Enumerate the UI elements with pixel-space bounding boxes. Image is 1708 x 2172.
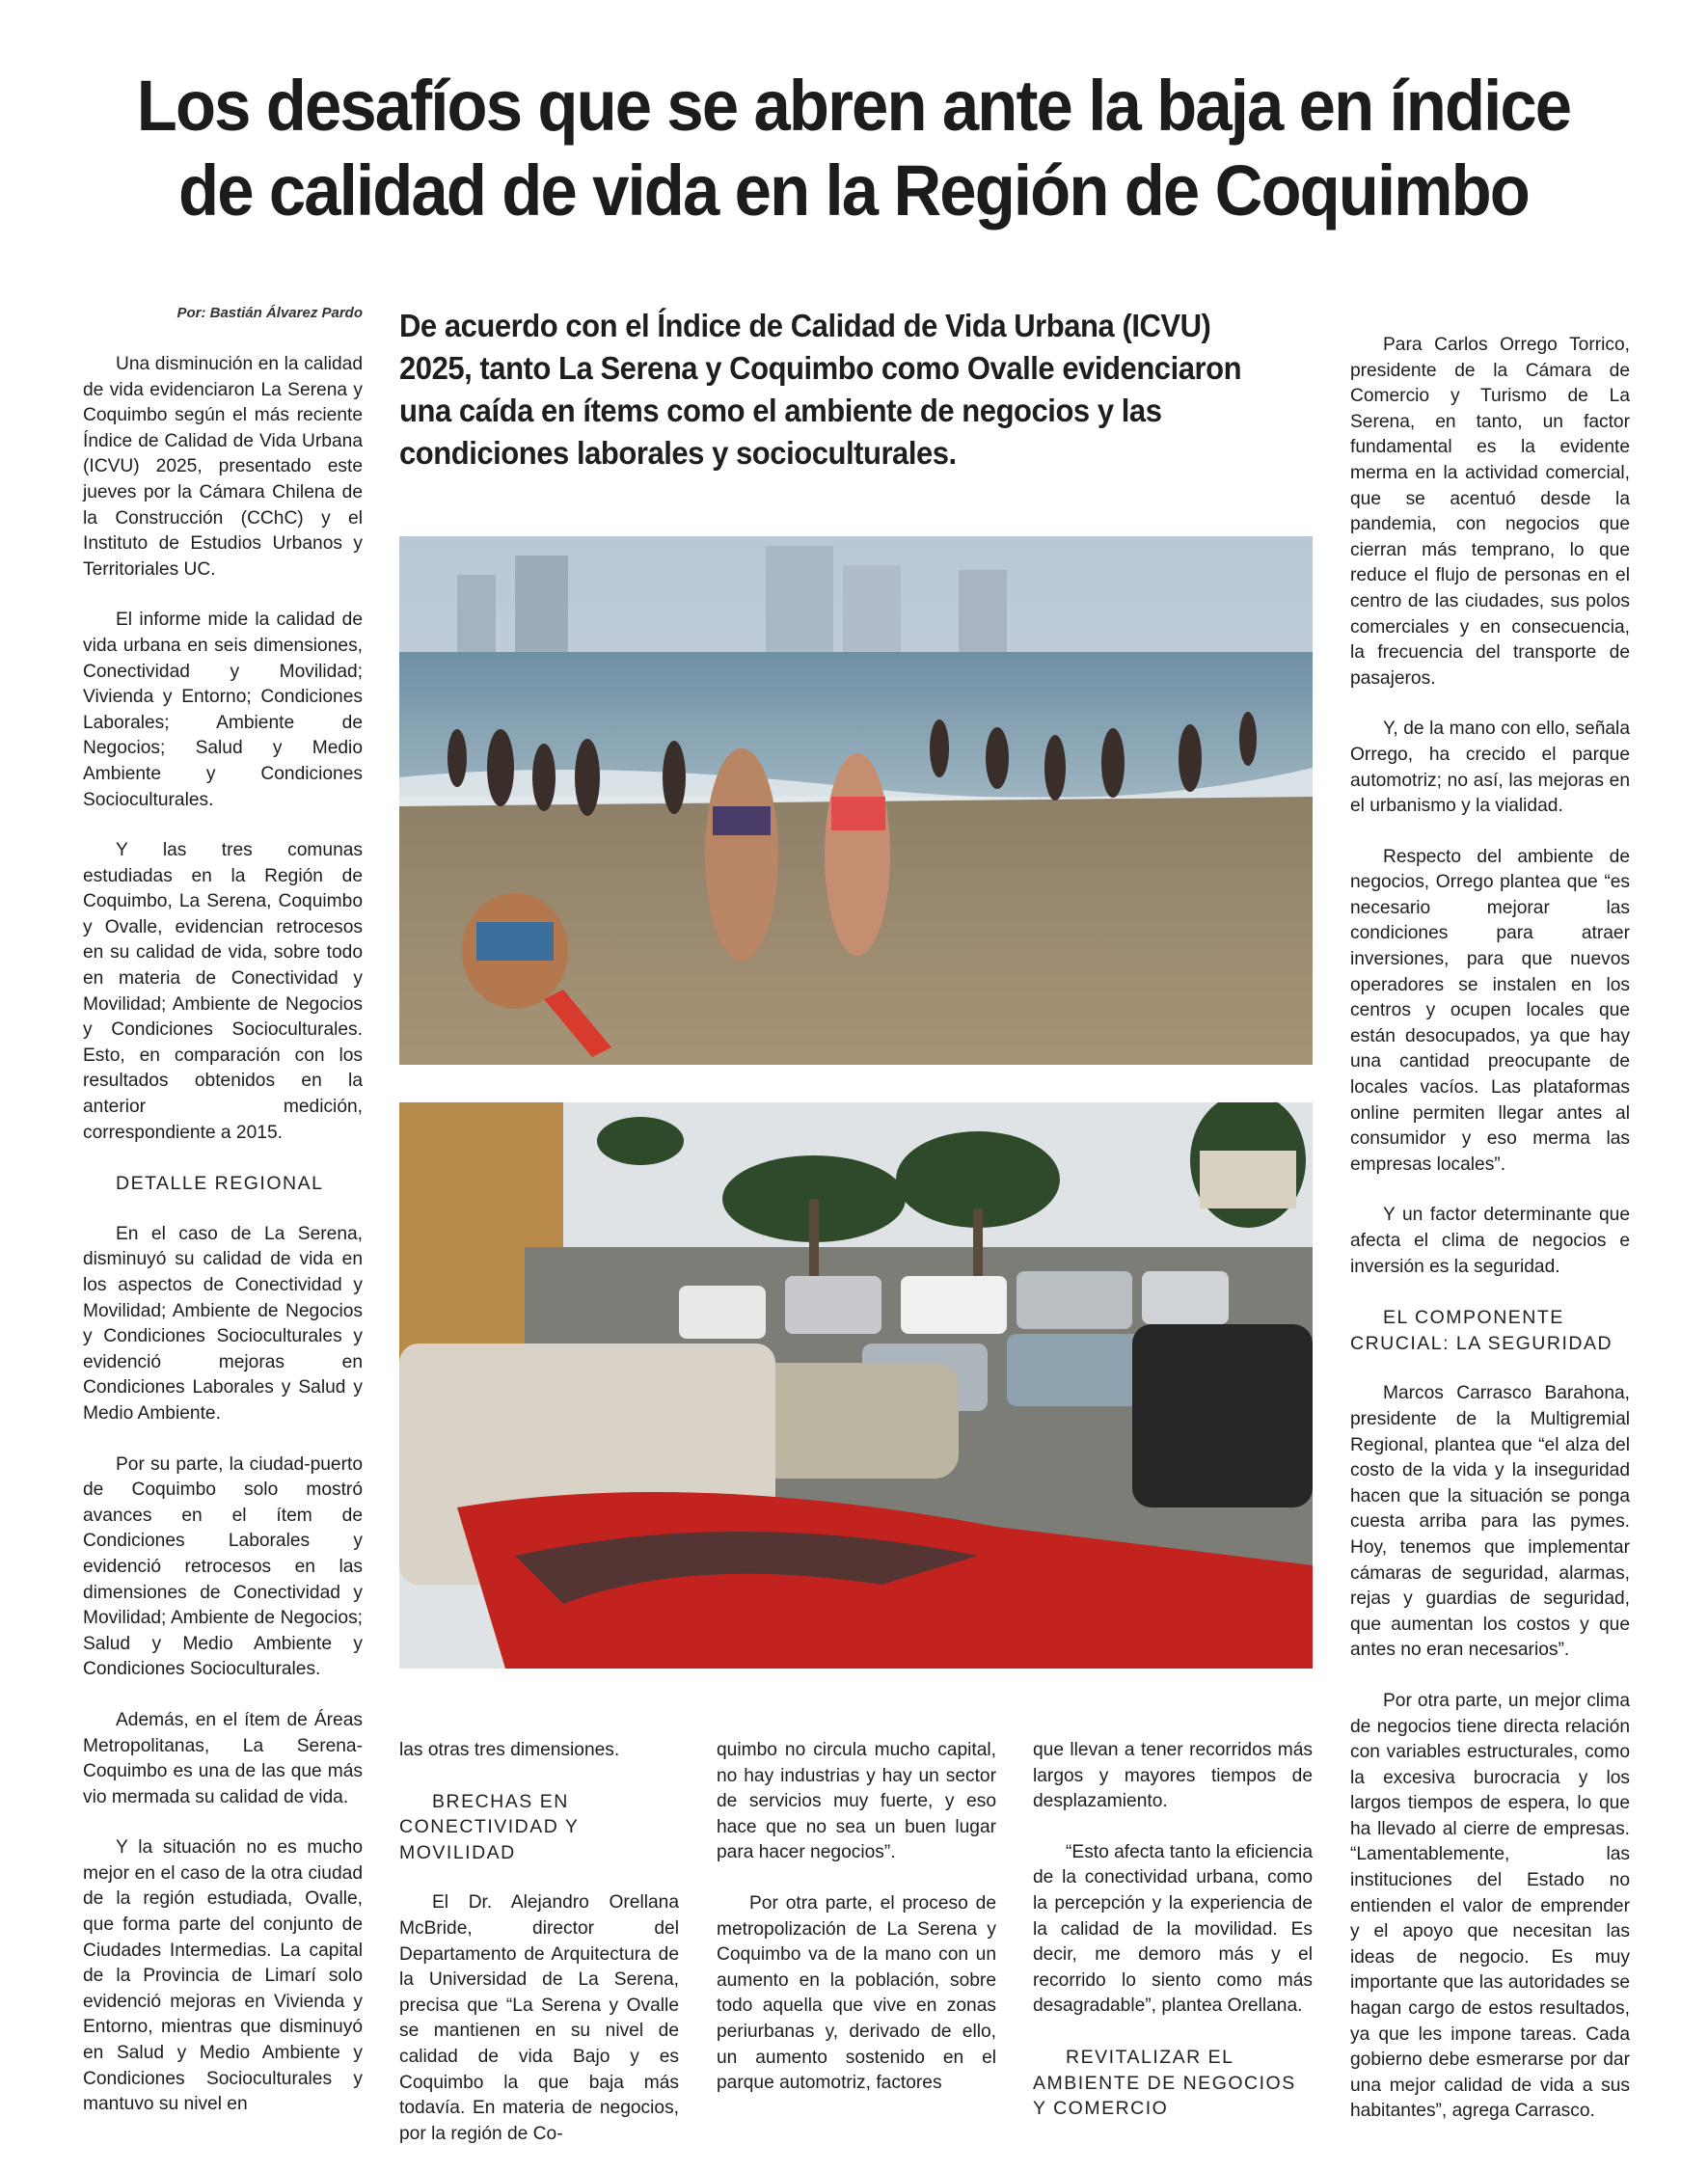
bottom-column-1 (399, 1738, 679, 2172)
byline: Por: Bastián Álvarez Pardo (176, 305, 363, 321)
traffic-photo-illustration (399, 1102, 1313, 1669)
paragraph: Respecto del ambiente de negocios, Orrego plantea que “es necesario mejorar las condiciones para atraer inversiones, para que nuevos operadores se instalen en los centros y ocupen locales que están desocupados, ya que hay una cantidad preocupante de locales vacíos. Las plataformas online permiten llegar antes al consumidor y eso merma las empresas locales”. (1350, 846, 1630, 1175)
beach-photo (399, 536, 1313, 1065)
paragraph: que llevan a tener recorridos más largos y mayores tiempos de desplazamiento. (1033, 1740, 1313, 1812)
paragraph: Y un factor determinante que afecta el clima de negocios e inversión es la seguridad. (1350, 1205, 1630, 1277)
paragraph: Y las tres comunas estudiadas en la Región de Coquimbo, La Serena, Coquimbo y Ovalle, evidencian retrocesos en su calidad de vida, sobre todo en materia de Conectividad y Movilidad; Ambiente de Negocios y Condiciones Socioculturales. Esto, en comparación con los resultados obtenidos en la anterior medición, correspondiente a 2015. (83, 840, 363, 1143)
paragraph: Marcos Carrasco Barahona, presidente de la Multigremial Regional, plantea que “el alza del costo de la vida y la inseguridad hacen que la situación se ponga cuesta arriba para las pymes. Hoy, tenemos que implementar cámaras de seguridad, alarmas, rejas y guardias de seguridad, que aumentan los costos y que antes no eran necesarios”. (1350, 1383, 1630, 1661)
beach-photo-illustration (399, 536, 1313, 1065)
paragraph: las otras tres dimensiones. (399, 1740, 620, 1760)
subheading-revitalizar: REVITALIZAR EL AMBIENTE DE NEGOCIOS Y COMERCIO (1033, 2046, 1296, 2120)
subheading-detalle-regional: DETALLE REGIONAL (116, 1173, 324, 1195)
right-column (1350, 333, 1630, 2150)
paragraph: quimbo no circula mucho capital, no hay industrias y hay un sector de servicios muy fuerte, y eso hace que no sea un buen lugar para hacer negocios”. (717, 1740, 996, 1863)
bottom-column-2 (717, 1738, 996, 2122)
subheading-seguridad: EL COMPONENTE CRUCIAL: LA SEGURIDAD (1350, 1307, 1613, 1354)
paragraph: Por otra parte, un mejor clima de negocios tiene directa relación con variables estructurales, como la excesiva burocracia y los largos tiempos de espera, lo que ha llevado al cierre de empresas. “Lamentablemente, las instituciones del Estado no entienden el valor de emprender y el apoyo que necesitan las ideas de negocio. Es muy importante que las autoridades se hagan cargo de estos resultados, ya que les impone tareas. Cada gobierno debe esmerarse por dar una mejor calidad de vida a sus habitantes”, agrega Carrasco. (1350, 1690, 1630, 2122)
paragraph: En el caso de La Serena, disminuyó su calidad de vida en los aspectos de Conectividad y Movilidad; Ambiente de Negocios y Condiciones Socioculturales y evidenció mejoras en Condiciones Laborales y Salud y Medio Ambiente. (83, 1223, 363, 1424)
paragraph: Y la situación no es mucho mejor en el caso de la otra ciudad de la región estudiada, Ovalle, que forma parte del conjunto de Ciudades Intermedias. La capital de la Provincia de Limarí solo evidenció mejoras en Vivienda y Entorno, mientras que disminuyó en Salud y Medio Ambiente y Condiciones Socioculturales y mantuvo su nivel en (83, 1837, 363, 2115)
headline: Los desafíos que se abren ante la baja en índice de calidad de vida en la Región de Coquimbo (136, 66, 1571, 231)
left-column (83, 352, 363, 2143)
subheading-brechas: BRECHAS EN CONECTIVIDAD Y MOVILIDAD (399, 1790, 580, 1863)
paragraph: “Esto afecta tanto la eficiencia de la conectividad urbana, como la percepción y la experiencia de la calidad de la movilidad. Es decir, me demoro más y el recorrido lo siento como más desagradable”, plantea Orellana. (1033, 1841, 1313, 2017)
paragraph: Por su parte, la ciudad-puerto de Coquimbo solo mostró avances en el ítem de Condiciones Laborales y evidenció retrocesos en las dimensiones de Conectividad y Movilidad; Ambiente de Negocios; Salud y Medio Ambiente y Condiciones Socioculturales. (83, 1453, 363, 1680)
paragraph: Por otra parte, el proceso de metropolización de La Serena y Coquimbo va de la mano con un aumento en la población, sobre todo aquella que vive en zonas periurbanas y, derivado de ello, un aumento sostenido en el parque automotriz, factores (717, 1892, 996, 2094)
paragraph: El Dr. Alejandro Orellana McBride, director del Departamento de Arquitectura de la Universidad de La Serena, precisa que “La Serena y Ovalle se mantienen en su nivel de calidad de vida Bajo y es Coquimbo la que baja más todavía. En materia de negocios, por la región de Co- (399, 1892, 679, 2144)
deck-summary: De acuerdo con el Índice de Calidad de Vida Urbana (ICVU) 2025, tanto La Serena y Coquimbo como Ovalle evidenciaron una caída en ítems como el ambiente de negocios y las condiciones laborales y socioculturales. (399, 308, 1242, 471)
paragraph: El informe mide la calidad de vida urbana en seis dimensiones, Conectividad y Movilidad; Vivienda y Entorno; Condiciones Laborales; Ambiente de Negocios; Salud y Medio Ambiente y Condiciones Socioculturales. (83, 610, 363, 810)
bottom-column-3 (1033, 1738, 1313, 2147)
paragraph: Una disminución en la calidad de vida evidenciaron La Serena y Coquimbo según el más reciente Índice de Calidad de Vida Urbana (ICVU) 2025, presentado este jueves por la Cámara Chilena de la Construcción (CChC) y el Instituto de Estudios Urbanos y Territoriales UC. (83, 354, 363, 580)
paragraph: Y, de la mano con ello, señala Orrego, ha crecido el parque automotriz; no así, las mejoras en el urbanismo y la vialidad. (1350, 719, 1630, 817)
traffic-photo (399, 1102, 1313, 1669)
paragraph: Para Carlos Orrego Torrico, presidente de la Cámara de Comercio y Turismo de La Serena, en tanto, un factor fundamental es la evidente merma en la actividad comercial, que se acentuó desde la pandemia, con negocios que cierran más temprano, lo que reduce el flujo de personas en el centro de las ciudades, sus polos comerciales y en consecuencia, la frecuencia del transporte de pasajeros. (1350, 335, 1630, 689)
paragraph: Además, en el ítem de Áreas Metropolitanas, La Serena-Coquimbo es una de las que más vio mermada su calidad de vida. (83, 1709, 363, 1807)
